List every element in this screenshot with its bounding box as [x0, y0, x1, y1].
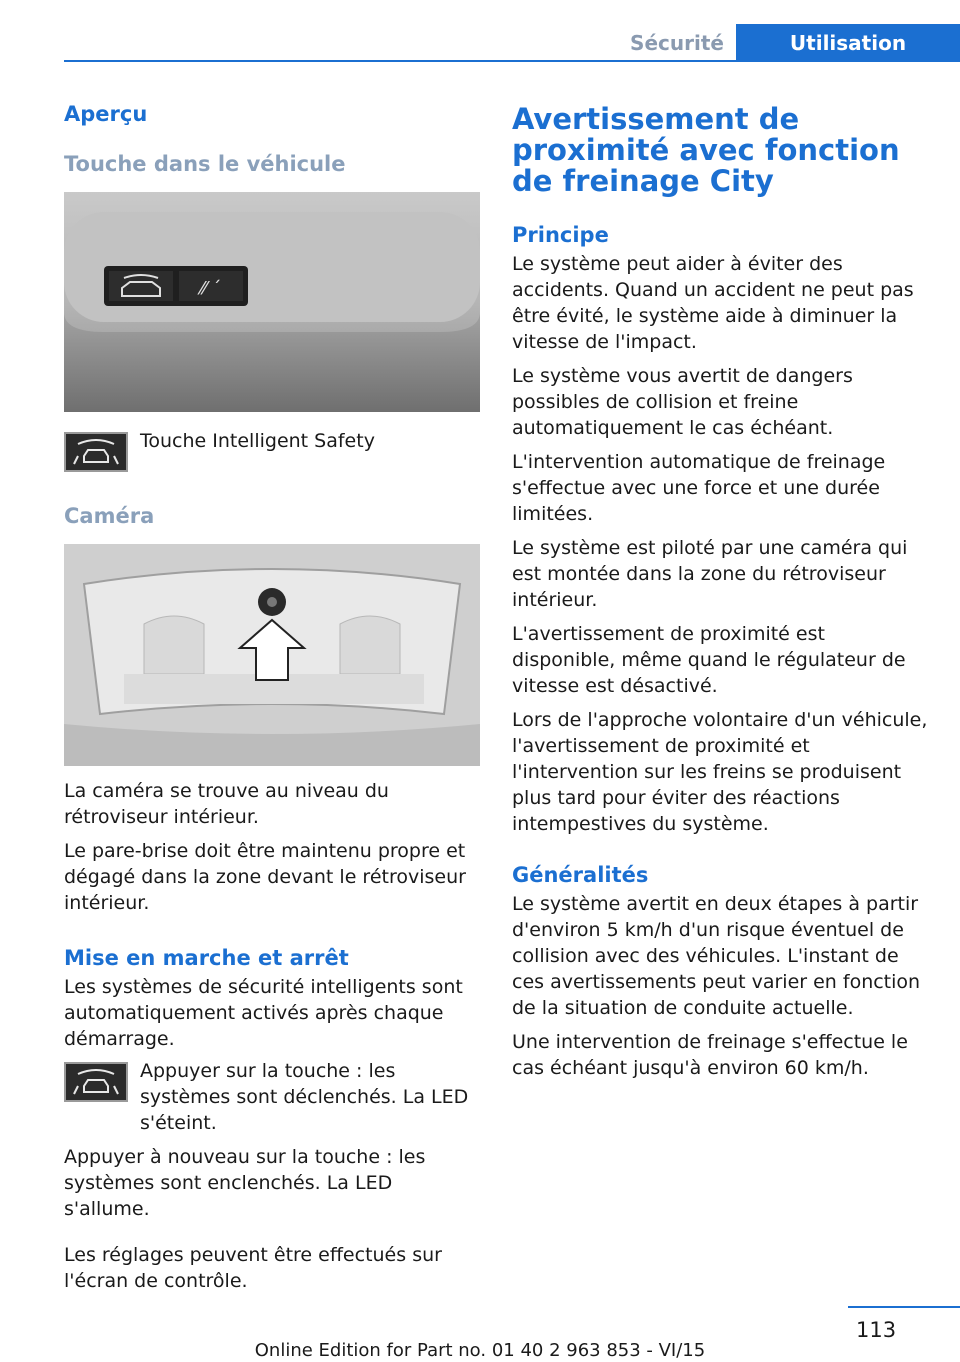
onoff-paragraph-3: Les réglages peuvent être effectués sur l'écran de contrôle.	[64, 1244, 442, 1292]
heading-general: Généralités	[512, 863, 649, 887]
section-title: Avertissement de proximité avec fonction de freinage City	[512, 102, 900, 198]
tab-utilisation: Utilisation	[736, 24, 960, 62]
heading-on-off: Mise en marche et arrêt	[64, 946, 349, 970]
header-rule	[64, 60, 960, 62]
principle-paragraph-3: L'intervention automatique de freinage s'effectue avec une force et une durée limitées.	[512, 451, 886, 525]
principle-paragraph-1: Le système peut aider à éviter des accidents. Quand un accident ne peut pas être évité, le système aide à diminuer la vitesse de l'impact.	[512, 253, 914, 353]
intelligent-safety-icon	[64, 1062, 128, 1102]
footer-edition: Online Edition for Part no. 01 40 2 963 853 - VI/15	[254, 1340, 706, 1361]
general-paragraph-1: Le système avertit en deux étapes à partir d'environ 5 km/h d'un risque éventuel de collision avec des véhicules. L'instant de ces avertissements peut varier en fonction de la situation de conduite actuelle.	[512, 893, 921, 1019]
heading-principle: Principe	[512, 223, 609, 247]
right-column	[512, 96, 928, 1089]
principle-paragraph-5: L'avertissement de proximité est disponible, même quand le régulateur de vitesse est désactivé.	[512, 623, 906, 697]
onoff-icon-row	[64, 1060, 480, 1144]
svg-text:⁄⁄ ˊ: ⁄⁄ ˊ	[200, 278, 222, 299]
camera-photo	[64, 544, 480, 766]
button-photo	[64, 192, 480, 412]
principle-paragraph-2: Le système vous avertit de dangers possibles de collision et freine automatiquement le cas échéant.	[512, 365, 853, 439]
general-paragraph-2: Une intervention de freinage s'effectue le cas échéant jusqu'à environ 60 km/h.	[512, 1031, 908, 1079]
heading-overview: Aperçu	[64, 102, 148, 126]
footer-rule	[848, 1306, 960, 1308]
heading-camera: Caméra	[64, 504, 155, 528]
camera-paragraph-2: Le pare-brise doit être maintenu propre et dégagé dans la zone devant le rétroviseur intérieur.	[64, 840, 466, 914]
left-column	[64, 96, 480, 1302]
intelligent-safety-icon	[64, 432, 128, 472]
icon-caption-row	[64, 430, 480, 472]
button-caption: Touche Intelligent Safety	[140, 430, 375, 452]
principle-paragraph-6: Lors de l'approche volontaire d'un véhicule, l'avertissement de proximité et l'intervention sur les freins se produisent plus tard pour éviter des réactions intempestives du système.	[512, 709, 928, 835]
onoff-icon-text: Appuyer sur la touche : les systèmes sont déclenchés. La LED s'éteint.	[140, 1060, 469, 1134]
principle-paragraph-4: Le système est piloté par une caméra qui est montée dans la zone du rétroviseur intérieur.	[512, 537, 908, 611]
heading-button-in-vehicle: Touche dans le véhicule	[64, 152, 346, 176]
onoff-paragraph-2: Appuyer à nouveau sur la touche : les systèmes sont enclenchés. La LED s'allume.	[64, 1146, 426, 1220]
camera-paragraph-1: La caméra se trouve au niveau du rétroviseur intérieur.	[64, 780, 389, 828]
page-number: 113	[856, 1318, 897, 1342]
onoff-paragraph-1: Les systèmes de sécurité intelligents sont automatiquement activés après chaque démarrage.	[64, 976, 463, 1050]
tab-securite: Sécurité	[630, 31, 724, 55]
